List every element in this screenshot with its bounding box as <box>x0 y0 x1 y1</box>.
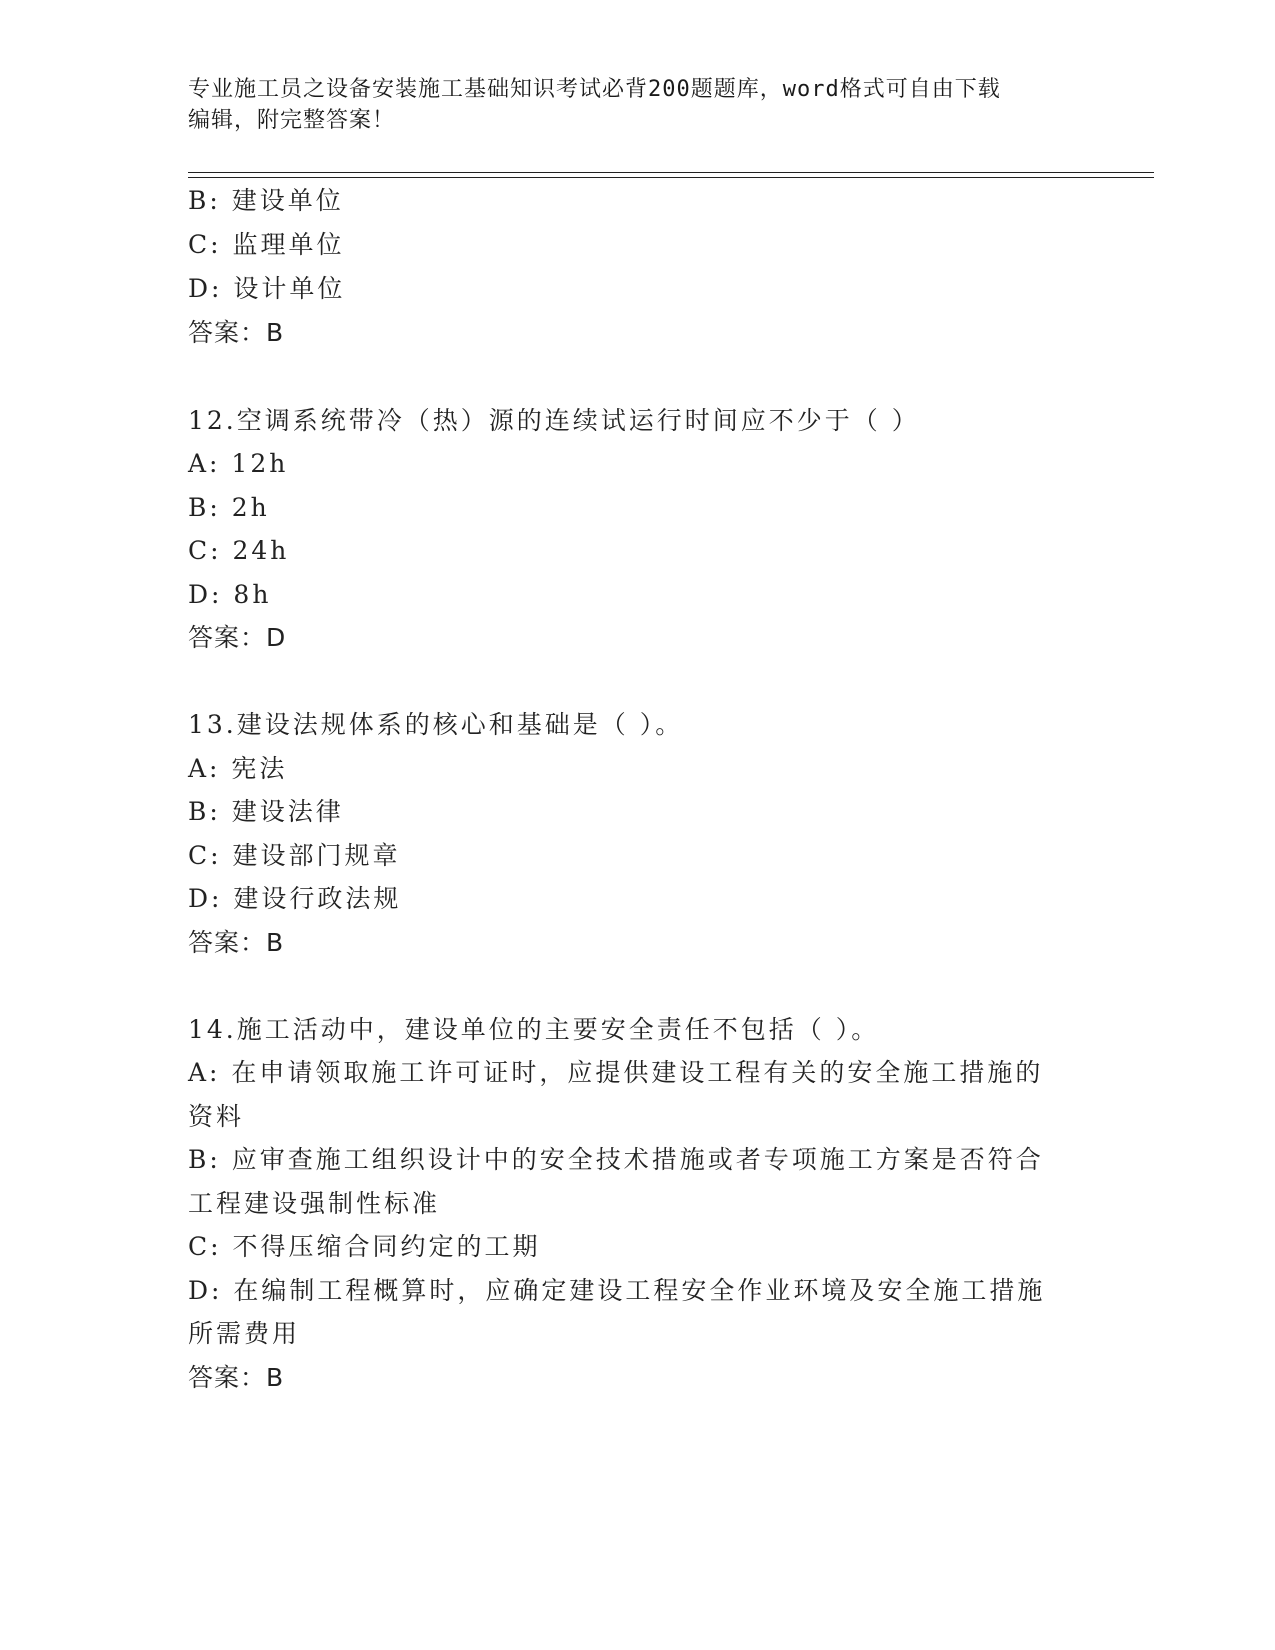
q11-option-c: C: 监理单位 <box>188 230 345 259</box>
document-header <box>188 74 1068 136</box>
q13-answer: 答案：B <box>188 928 285 957</box>
q14-option-c: C: 不得压缩合同约定的工期 <box>188 1232 541 1261</box>
header-title-line1: 专业施工员之设备安装施工基础知识考试必背200题题库，word格式可自由下载 <box>188 77 1001 102</box>
q12-answer: 答案：D <box>188 623 287 652</box>
header-rule-bottom <box>188 177 1154 178</box>
q13-option-d: D: 建设行政法规 <box>188 884 402 913</box>
q11-option-b: B: 建设单位 <box>188 186 344 215</box>
q14-answer: 答案：B <box>188 1363 285 1392</box>
q14-option-d-cont: 所需费用 <box>188 1319 301 1348</box>
q13-option-b: B: 建设法律 <box>188 797 344 826</box>
q14-option-a: A: 在申请领取施工许可证时，应提供建设工程有关的安全施工措施的 <box>188 1058 1044 1087</box>
q14-option-a-cont: 资料 <box>188 1102 245 1131</box>
q11-option-d: D: 设计单位 <box>188 274 346 303</box>
q12-option-a: A: 12h <box>188 449 289 478</box>
q12-stem: 12.空调系统带冷（热）源的连续试运行时间应不少于（ ） <box>188 406 920 435</box>
header-title-line2: 编辑，附完整答案！ <box>188 108 396 133</box>
q12-option-c: C: 24h <box>188 536 290 565</box>
q14-stem: 14.施工活动中，建设单位的主要安全责任不包括（ ）。 <box>188 1015 880 1044</box>
q13-stem: 13.建设法规体系的核心和基础是（ ）。 <box>188 710 684 739</box>
q12-option-b: B: 2h <box>188 493 270 522</box>
q14-option-b: B: 应审查施工组织设计中的安全技术措施或者专项施工方案是否符合 <box>188 1145 1044 1174</box>
q14-option-b-cont: 工程建设强制性标准 <box>188 1189 441 1218</box>
q13-option-a: A: 宪法 <box>188 754 288 783</box>
q14-option-d: D: 在编制工程概算时，应确定建设工程安全作业环境及安全施工措施 <box>188 1276 1046 1305</box>
header-rule-top <box>188 172 1154 173</box>
q11-answer: 答案：B <box>188 318 285 347</box>
q13-option-c: C: 建设部门规章 <box>188 841 401 870</box>
q12-option-d: D: 8h <box>188 580 272 609</box>
